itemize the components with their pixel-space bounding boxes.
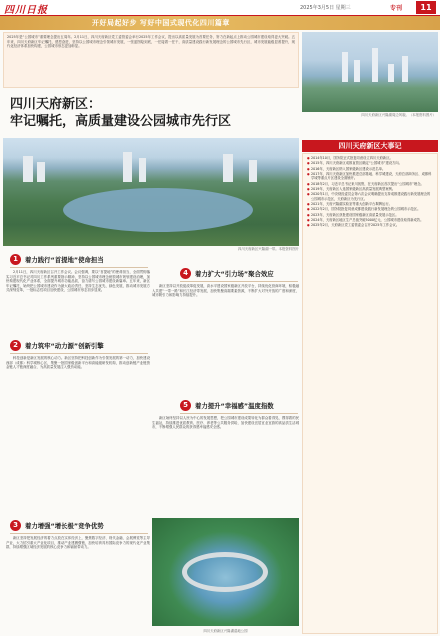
lead-block: [3, 32, 299, 88]
section-1-body: 2月11日，四川天府新区召开工作会议。会议强调，要以“首提地”的使命担当，全面贯彻落实习近平总书记对四川工作系列重要指示精神，坚持以公园城市理念统领城市规划建设治理，加快构建现代化产业体系，全面提升城市功能品质，奋力谱写公园城市建设新篇章。五年来，新区牢记嘱托，始终把公园城市建设作为最大政治责任，坚持生态优先、绿色发展，推动城市发展方式深刻变革，一批标志性项目加快建设，公园城市形态初步显现。: [6, 270, 150, 292]
section-title: 着力筑牢“动力源”创新引擎: [25, 342, 104, 350]
event-item: ● 2020年1月，中央财经委员会第六次会议明确提出支持成都建设践行新发展理念的公园城市示范区，天府新区为先行区。: [307, 192, 433, 201]
event-item: ● 2024年，天府新区地区生产总值突破5000亿元，公园城市建设取得新成效。: [307, 218, 433, 222]
issue-date: 2025年3月5日 星期三: [300, 5, 351, 11]
section-5-body: 新区始终坚持以人民为中心的发展思想，把公园城市建设成果转化为群众看得见、摸得着的民生福祉，持续推进优质教育、医疗、养老等公共服务供给，加快建设宜居宜业宜游的高品质生活城市，不断增强人民群众的获得感幸福感安全感。: [152, 416, 299, 429]
event-item: ● 2014年10月，国务院正式批复同意设立四川天府新区。: [307, 156, 433, 160]
section-5-heading: [180, 400, 274, 411]
banner-text: 开好局起好步 写好中国式现代化四川篇章: [92, 19, 230, 27]
event-item: ● 2025年2月，天府新区党工委管委会召开2025年工作会议。: [307, 223, 433, 227]
event-item: ● 2022年2月，国务院批复同意成都建设践行新发展理念的公园城市示范区。: [307, 207, 433, 211]
page-number: 11: [416, 1, 436, 14]
photo-wetland-park: [152, 518, 299, 626]
photo-aerial-lake: [3, 138, 299, 246]
headline: [10, 96, 231, 130]
section-title: 着力增强“增长极”竞争优势: [25, 522, 104, 530]
event-item: ● 2016年，天府新区纳入国家级新区建设示范名单。: [307, 167, 433, 171]
topic-banner: [0, 16, 440, 30]
section-4-heading: [180, 268, 274, 279]
section-4-body: 新区坚持以开放促改革促发展，高水平建设国家级新区开放平台，持续优化营商环境，积极融入共建“一带一路”和长江经济带发展，加快集聚高端要素资源，不断扩大对外开放的广度和深度，城市吸引力和影响力持续提升。: [152, 284, 299, 297]
event-item: ● 2018年2月，习近平总书记来川视察，在天府新区首次提出“公园城市”理念。: [307, 182, 433, 186]
section-2-heading: [10, 340, 104, 351]
event-item: ● 2023年，天府新区获批建设国家级新区高质量发展示范区。: [307, 213, 433, 217]
event-item: ● 2021年，天府兴隆湖实验室等重大创新平台揭牌运行。: [307, 202, 433, 206]
section-number: 4: [180, 268, 191, 279]
event-item: ● 2017年，四川天府新区加快推进总部基地、科学城建设，天府总部商务区、成都科学城等重点片区建设全面铺开。: [307, 172, 433, 181]
section-title: 着力提升“幸福感”温度指数: [195, 402, 274, 410]
headline-line-2: 牢记嘱托，高质量建设公园城市先行区: [10, 114, 232, 129]
section-tag: 专刊: [390, 5, 403, 12]
masthead: [0, 0, 440, 16]
events-panel: [302, 153, 438, 634]
section-2-body: 科技创新是新区发展的核心动力。新区坚持把科技创新作为引领发展的第一动力，加快建设西部（成都）科学城核心区，集聚一批国家级创新平台和高能级研发机构，推动创新链产业链资金链人才链深度融合，为高质量发展注入强劲动能。: [6, 356, 150, 369]
photo2-caption: 四川天府新区兴隆湖湿地公园: [203, 629, 248, 633]
section-title: 着力扩大“引力场”聚合效应: [195, 270, 274, 278]
lead-paragraph: 2025年是“公园城市”重要理念提出五周年。2月11日，四川天府新区党工委管委会举行2025年工作会议，提出以高质量发展为首要任务，努力在新起点上推动公园城市建设取得更大突破。五年来，四川天府新区牢记嘱托、感恩奋进，坚持以公园城市理念引领城市发展，一张蓝图绘到底，一任接着一任干，高质量建设践行新发展理念的公园城市先行区，城市发展能级显著提升，现代化经济体系加快构建，公园城市形态更加彰显。: [7, 35, 295, 49]
section-number: 2: [10, 340, 21, 351]
section-title: 着力践行“首提地”使命担当: [25, 256, 104, 264]
section-3-body: 新区坚持把发展经济的着力点放在实体经济上，聚焦数字经济、现代金融、会展博览等主导产业，大力招引重大产业化项目，推动产业建圈强链，加快培育具有国际竞争力的现代化产业集群，持续增强区域经济发展的核心竞争力和辐射带动力。: [6, 536, 150, 549]
section-number: 5: [180, 400, 191, 411]
photo-city-skyline: [302, 32, 438, 112]
headline-line-1: 四川天府新区：: [10, 97, 102, 112]
events-title: 四川天府新区大事记: [302, 140, 438, 152]
event-item: ● 2019年，天府新区入选国家级新区高质量发展典型案例。: [307, 187, 433, 191]
section-number: 1: [10, 254, 21, 265]
events-list: [303, 154, 437, 228]
section-3-heading: [10, 520, 104, 531]
section-number: 3: [10, 520, 21, 531]
event-item: ● 2015年，四川天府新区成都直管区确定“公园城市”建设方向。: [307, 161, 433, 165]
section-1-heading: [10, 254, 104, 265]
newspaper-logo: 四川日报: [4, 5, 48, 16]
aerial-caption: 四川天府新区兴隆湖一带。本报资料图片: [237, 247, 299, 251]
photo-caption: 四川天府新区兴隆湖周边风貌。（本报资料图片）: [361, 113, 436, 117]
